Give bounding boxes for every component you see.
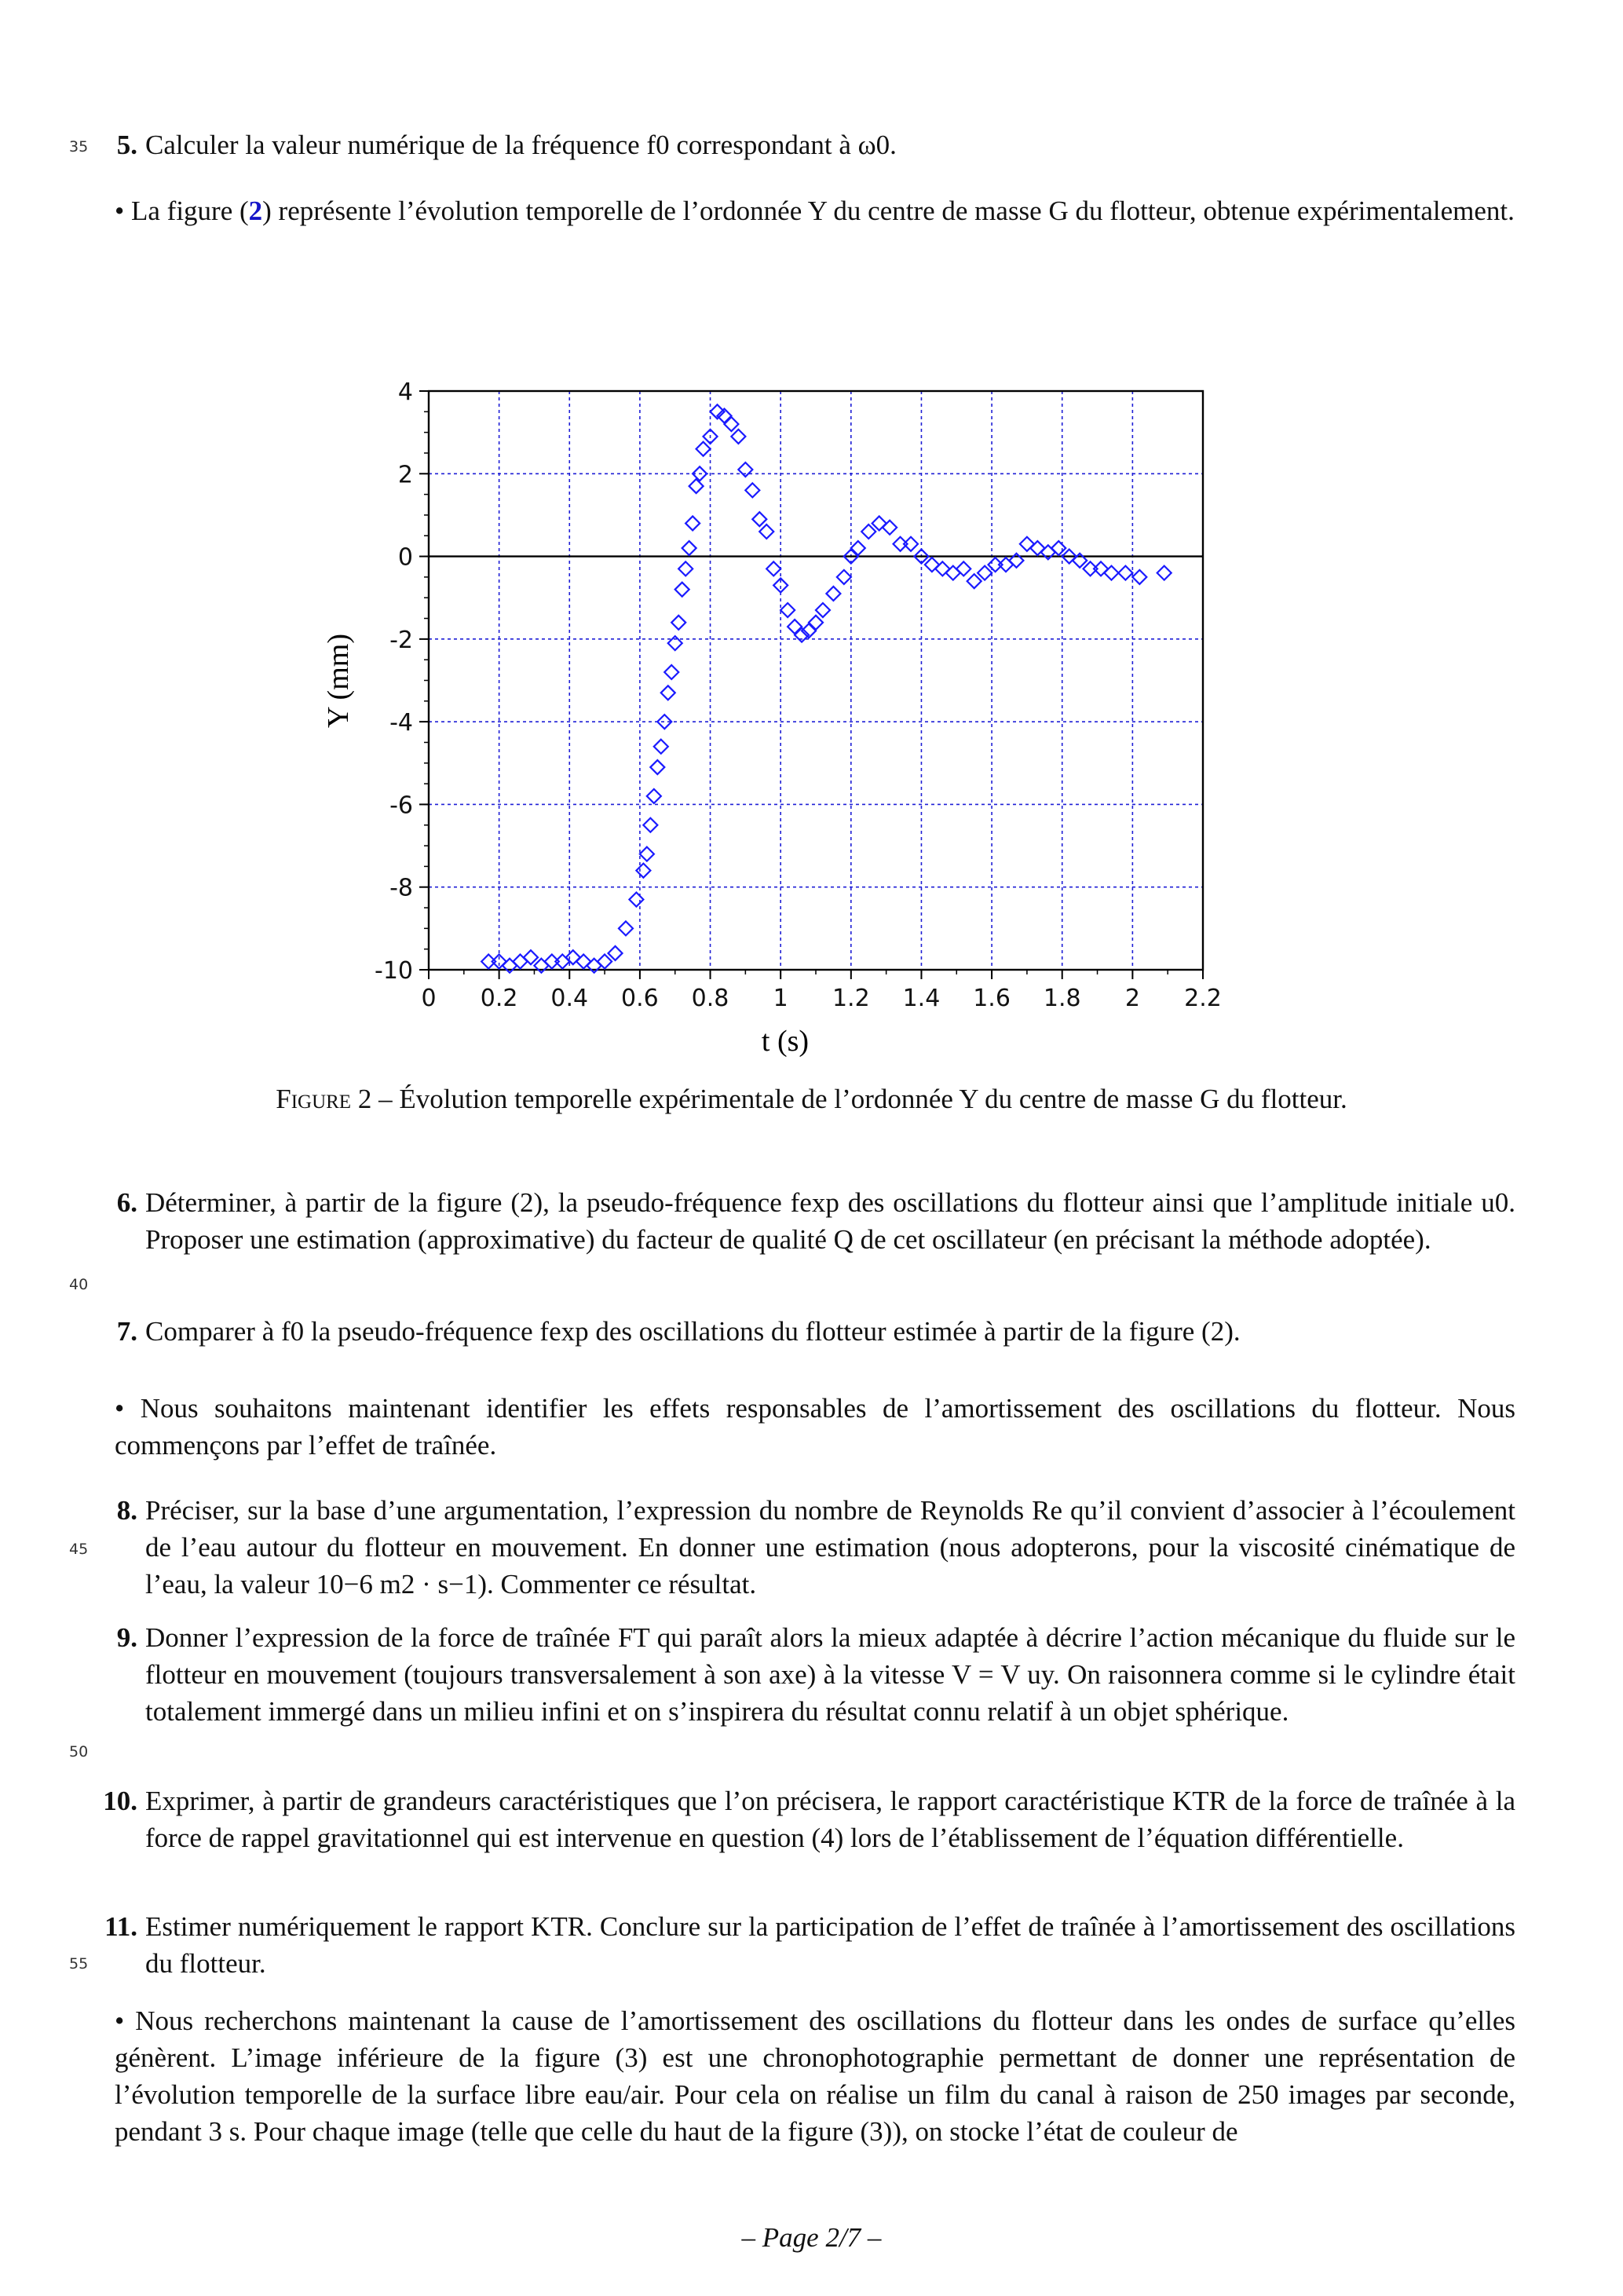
question-number: 11. xyxy=(104,1911,137,1942)
line-number: 40 xyxy=(69,1276,89,1293)
data-point xyxy=(636,864,650,878)
question-8 xyxy=(116,1492,1515,1603)
data-point xyxy=(738,462,752,477)
x-tick-label: 0.8 xyxy=(691,985,729,1012)
data-point xyxy=(1157,566,1172,580)
data-point xyxy=(640,847,654,861)
data-point xyxy=(780,603,795,617)
x-tick-label: 1.4 xyxy=(902,985,941,1012)
intro-paragraph-1 xyxy=(115,192,1515,229)
question-number: 8. xyxy=(116,1495,137,1526)
data-point xyxy=(481,954,495,968)
question-text: Donner l’expression de la force de traînée FT qui paraît alors la mieux adaptée à décrire l’action mécanique du fluide sur le flotteur en mouvement (toujours transversalement à son axe) à la vitesse V = V uy. On raisonnera comme si le cylindre était totalement immergé dans un milieu infini et on s’inspirera du résultat connu relatif à un objet sphérique. xyxy=(145,1622,1515,1727)
x-tick-label: 2.2 xyxy=(1184,985,1222,1012)
data-point xyxy=(647,789,661,803)
data-point xyxy=(661,686,675,700)
y-tick-label: 2 xyxy=(397,461,413,489)
x-tick-label: 0.4 xyxy=(550,985,589,1012)
data-point xyxy=(788,620,802,634)
question-6 xyxy=(116,1184,1515,1258)
figure-caption xyxy=(0,1084,1623,1115)
data-point xyxy=(731,430,745,444)
question-10 xyxy=(103,1782,1515,1856)
data-point xyxy=(989,558,1003,572)
intro-text-a: • La figure ( xyxy=(115,196,249,226)
data-point xyxy=(978,566,992,580)
data-point xyxy=(837,570,851,584)
data-point xyxy=(861,525,875,539)
data-point xyxy=(689,479,704,493)
data-point xyxy=(894,537,908,551)
data-point xyxy=(1084,561,1098,576)
data-point xyxy=(664,665,678,679)
data-point xyxy=(643,818,657,832)
y-tick-label: -6 xyxy=(389,792,413,820)
x-tick-label: 1.8 xyxy=(1043,985,1081,1012)
intro-paragraph-3: • Nous recherchons maintenant la cause de l’amortissement des oscillations du flotteur dans les ondes de surface qu’elles génèrent. L’image inférieure de la figure (3) est une chronophotographie permettant de donner une représentation de l’évolution temporelle de la surface libre eau/air. Pour cela on réalise un film du canal à raison de 250 images par seconde, pendant 3 s. Pour chaque image (telle que celle du haut de la figure (3)), on stocke l’état de couleur de xyxy=(115,2005,1515,2147)
question-11 xyxy=(104,1908,1515,1982)
question-5 xyxy=(116,126,1515,163)
scatter-chart xyxy=(298,361,1241,1068)
x-tick-label: 0.2 xyxy=(480,985,518,1012)
data-point xyxy=(671,616,685,630)
data-point xyxy=(724,417,738,431)
question-text: Estimer numériquement le rapport KTR. Conclure sur la participation de l’effet de traînée à l’amortissement des oscillations du flotteur. xyxy=(145,1911,1515,1979)
data-point xyxy=(851,541,865,555)
line-number: 55 xyxy=(69,1955,89,1972)
question-text: Exprimer, à partir de grandeurs caractéristiques que l’on précisera, le rapport caractéristique KTR de la force de traînée à la force de rappel gravitationnel qui est intervenue en question (4) lors de l’établissement de l’équation différentielle. xyxy=(145,1786,1515,1853)
data-point xyxy=(629,893,643,907)
question-number: 6. xyxy=(116,1187,137,1218)
question-text: Calculer la valeur numérique de la fréquence f0 correspondant à ω0. xyxy=(145,130,897,160)
data-point xyxy=(745,483,759,497)
question-7 xyxy=(116,1313,1515,1350)
data-point xyxy=(619,921,633,935)
question-9 xyxy=(116,1619,1515,1730)
question-number: 5. xyxy=(116,130,137,160)
y-axis-label: Y (mm) xyxy=(322,634,355,728)
data-point xyxy=(1132,570,1146,584)
y-tick-label: 4 xyxy=(397,378,413,406)
question-number: 9. xyxy=(116,1622,137,1653)
plot-frame xyxy=(429,391,1203,970)
data-point xyxy=(654,740,668,754)
data-point xyxy=(816,603,830,617)
data-point xyxy=(967,574,981,588)
y-tick-label: -8 xyxy=(389,874,413,902)
data-point xyxy=(809,616,823,630)
data-point xyxy=(696,442,711,456)
x-tick-label: 1.2 xyxy=(832,985,870,1012)
x-tick-label: 0 xyxy=(421,985,437,1012)
data-point xyxy=(682,541,696,555)
data-point xyxy=(668,636,682,650)
data-point xyxy=(826,587,840,601)
y-tick-label: 0 xyxy=(397,543,413,572)
line-number: 50 xyxy=(69,1743,89,1760)
data-point xyxy=(650,760,664,774)
data-point xyxy=(1118,566,1132,580)
question-text: Comparer à f0 la pseudo-fréquence fexp des oscillations du flotteur estimée à partir de la figure (2). xyxy=(145,1316,1241,1347)
data-point xyxy=(685,516,700,530)
line-number: 45 xyxy=(69,1541,89,1558)
question-text: Préciser, sur la base d’une argumentation, l’expression du nombre de Reynolds Re qu’il convient d’associer à l’écoulement de l’eau autour du flotteur en mouvement. En donner une estimation (nous adopterons, pour la viscosité cinématique de l’eau, la valeur 10−6 m2 · s−1). Commenter ce résultat. xyxy=(145,1495,1515,1600)
intro-text-b: ) représente l’évolution temporelle de l’ordonnée Y du centre de masse G du flotteur, obtenue expérimentalement. xyxy=(262,196,1515,226)
question-number: 10. xyxy=(103,1786,137,1816)
line-number: 35 xyxy=(69,138,89,155)
data-point xyxy=(609,946,623,960)
question-number: 7. xyxy=(116,1316,137,1347)
x-tick-label: 1 xyxy=(773,985,788,1012)
data-point xyxy=(759,525,773,539)
chart-grid xyxy=(429,391,1203,970)
y-tick-label: -10 xyxy=(375,957,413,985)
figure-ref-link[interactable]: 2 xyxy=(248,196,263,226)
y-tick-label: -4 xyxy=(389,709,413,737)
y-tick-label: -2 xyxy=(389,626,413,654)
intro-paragraph-2: • Nous souhaitons maintenant identifier les effets responsables de l’amortissement des oscillations du flotteur. Nous commençons par l’effet de traînée. xyxy=(115,1393,1515,1461)
chart-axes xyxy=(429,391,1203,970)
data-point xyxy=(675,583,689,597)
page-footer: – Page 2/7 – xyxy=(741,2222,882,2253)
question-text: Déterminer, à partir de la figure (2), la pseudo-fréquence fexp des oscillations du flotteur ainsi que l’amplitude initiale u0. Proposer une estimation (approximative) du facteur de qualité Q de cet oscillateur (en précisant la méthode adoptée). xyxy=(145,1187,1515,1255)
data-point xyxy=(752,512,766,526)
data-point xyxy=(766,561,780,576)
data-point xyxy=(904,537,918,551)
figure-caption-text: – Évolution temporelle expérimentale de l’ordonnée Y du centre de masse G du flotteur. xyxy=(378,1084,1347,1114)
x-axis-label: t (s) xyxy=(761,1025,810,1058)
x-tick-label: 0.6 xyxy=(621,985,659,1012)
figure-label: Figure 2 xyxy=(276,1084,372,1114)
x-tick-label: 2 xyxy=(1124,985,1140,1012)
x-tick-label: 1.6 xyxy=(973,985,1011,1012)
data-point xyxy=(678,561,693,576)
